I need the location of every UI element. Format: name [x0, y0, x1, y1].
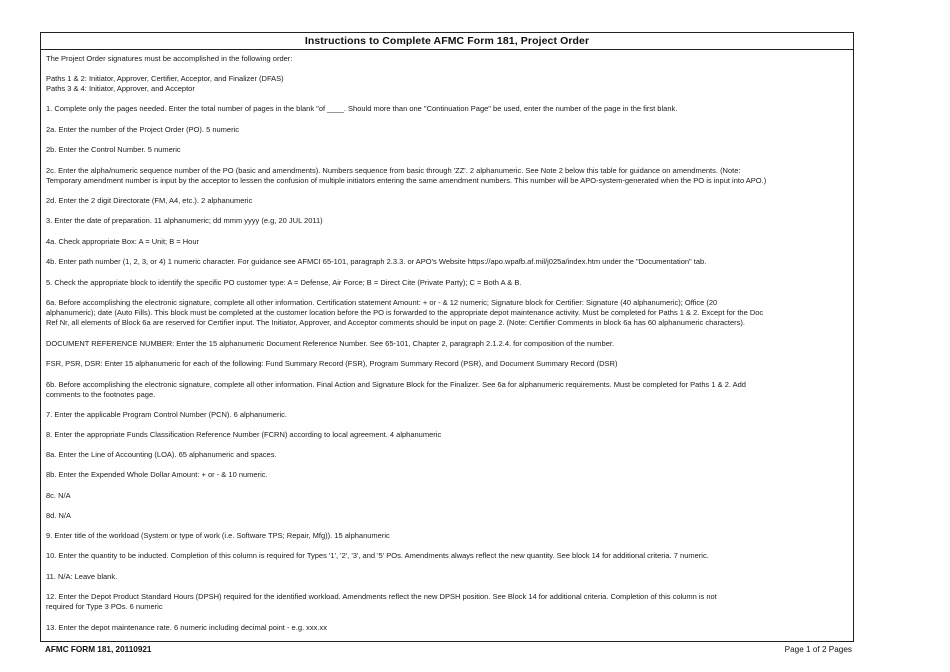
instruction-6b-line-1: 6b. Before accomplishing the electronic signature, complete all other information. Final Action and Signature Block for the Finalizer. See 6a for alphanumeric requirements. Must be completed for Paths 1 & 2. Add [46, 380, 746, 389]
instructions-form [40, 32, 854, 642]
instruction-8c: 8c. N/A [46, 491, 71, 500]
instruction-10: 10. Enter the quantity to be inducted. Completion of this column is required for Types '1', '2', '3', and '5' POs. Amendments always reflect the new quantity. See block 14 for additional criteria. 7 numeric. [46, 551, 709, 560]
instruction-6a-line-3: Ref Nr, all elements of Block 6a are reserved for Certifier input. The Initiator, Approver, and Acceptor comments should be input on page 2. (Note: Certifier Comments in block 6a has 60 alphanumeric characters). [46, 318, 745, 327]
instruction-1: 1. Complete only the pages needed. Enter the total number of pages in the blank "of ____. Should more than one "Continuation Page" be used, enter the number of the page in the first blank. [46, 104, 678, 113]
form-identifier: AFMC FORM 181, 20110921 [45, 645, 152, 654]
instruction-2c-line-2: Temporary amendment number is input by the acceptor to lessen the confusion of multiple initiators entering the same amendment numbers. This number will be APO-system-generated when the PO is input into APO.) [46, 176, 767, 185]
instruction-13: 13. Enter the depot maintenance rate. 6 numeric including decimal point - e.g. xxx.xx [46, 623, 327, 632]
paths-1-2-line: Paths 1 & 2: Initiator, Approver, Certifier, Acceptor, and Finalizer (DFAS) [46, 74, 284, 83]
instruction-6b-line-2: comments to the footnotes page. [46, 390, 156, 399]
instruction-5: 5. Check the appropriate block to identify the specific PO customer type: A = Defense, Air Force; B = Direct Cite (Private Party); C = Both A & B. [46, 278, 522, 287]
intro-line: The Project Order signatures must be accomplished in the following order: [46, 54, 293, 63]
instruction-2a: 2a. Enter the number of the Project Order (PO). 5 numeric [46, 125, 240, 134]
instruction-4b: 4b. Enter path number (1, 2, 3, or 4) 1 numeric character. For guidance see AFMCI 65-101, paragraph 2.3.3. or APO's Website https://apo.wpafb.af.mil/j025a/index.htm under the "Documentation" tab. [46, 257, 707, 266]
instruction-3: 3. Enter the date of preparation. 11 alphanumeric; dd mmm yyyy (e.g, 20 JUL 2011) [46, 216, 323, 225]
instruction-8b: 8b. Enter the Expended Whole Dollar Amount: + or - & 10 numeric. [46, 470, 268, 479]
form-title: Instructions to Complete AFMC Form 181, Project Order [304, 35, 590, 47]
document-reference-number: DOCUMENT REFERENCE NUMBER: Enter the 15 alphanumeric Document Reference Number. See 65-101, Chapter 2, paragraph 2.1.2.4. for composition of the number. [46, 339, 615, 348]
instruction-12-line-2: required for Type 3 POs. 6 numeric [46, 602, 163, 611]
instruction-2c-line-1: 2c. Enter the alpha/numeric sequence number of the PO (basic and amendments). Numbers sequence from basic through 'ZZ'. 2 alphanumeric. See Note 2 below this table for guidance on amendments. (Note: [46, 166, 741, 175]
title-divider [41, 49, 853, 50]
instruction-6a-line-2: alphanumeric); date (Auto Fills). This block must be completed at the customer location before the PO is forwarded to the appropriate depot maintenance activity. Must be completed for Paths 1 & 2. Except for the Doc [46, 308, 764, 317]
instruction-8: 8. Enter the appropriate Funds Classification Reference Number (FCRN) according to local agreement. 4 alphanumeric [46, 430, 442, 439]
fsr-psr-dsr: FSR, PSR, DSR: Enter 15 alphanumeric for each of the following: Fund Summary Record (FSR), Program Summary Record (PSR), and Document Summary Record (DSR) [46, 359, 618, 368]
instruction-2d: 2d. Enter the 2 digit Directorate (FM, A4, etc.). 2 alphanumeric [46, 196, 253, 205]
instruction-8a: 8a. Enter the Line of Accounting (LOA). 65 alphanumeric and spaces. [46, 450, 277, 459]
instruction-4a: 4a. Check appropriate Box: A = Unit; B = Hour [46, 237, 200, 246]
instruction-8d: 8d. N/A [46, 511, 72, 520]
instruction-12-line-1: 12. Enter the Depot Product Standard Hours (DPSH) required for the identified workload. Amendments reflect the new DPSH position. See Block 14 for additional criteria. Completion of this column is not [46, 592, 717, 601]
page-number: Page 1 of 2 Pages [784, 645, 852, 654]
instruction-9: 9. Enter title of the workload (System or type of work (i.e. Software TPS; Repair, Mfg)). 15 alphanumeric [46, 531, 390, 540]
instruction-6a-line-1: 6a. Before accomplishing the electronic signature, complete all other information. Certification statement Amount: + or - & 12 numeric; Signature block for Certifier: Signature (40 alphanumeric); Office (20 [46, 298, 718, 307]
instruction-7: 7. Enter the applicable Program Control Number (PCN). 6 alphanumeric. [46, 410, 287, 419]
paths-3-4-line: Paths 3 & 4: Initiator, Approver, and Acceptor [46, 84, 195, 93]
instruction-11: 11. N/A: Leave blank. [46, 572, 118, 581]
instruction-2b: 2b. Enter the Control Number. 5 numeric [46, 145, 181, 154]
